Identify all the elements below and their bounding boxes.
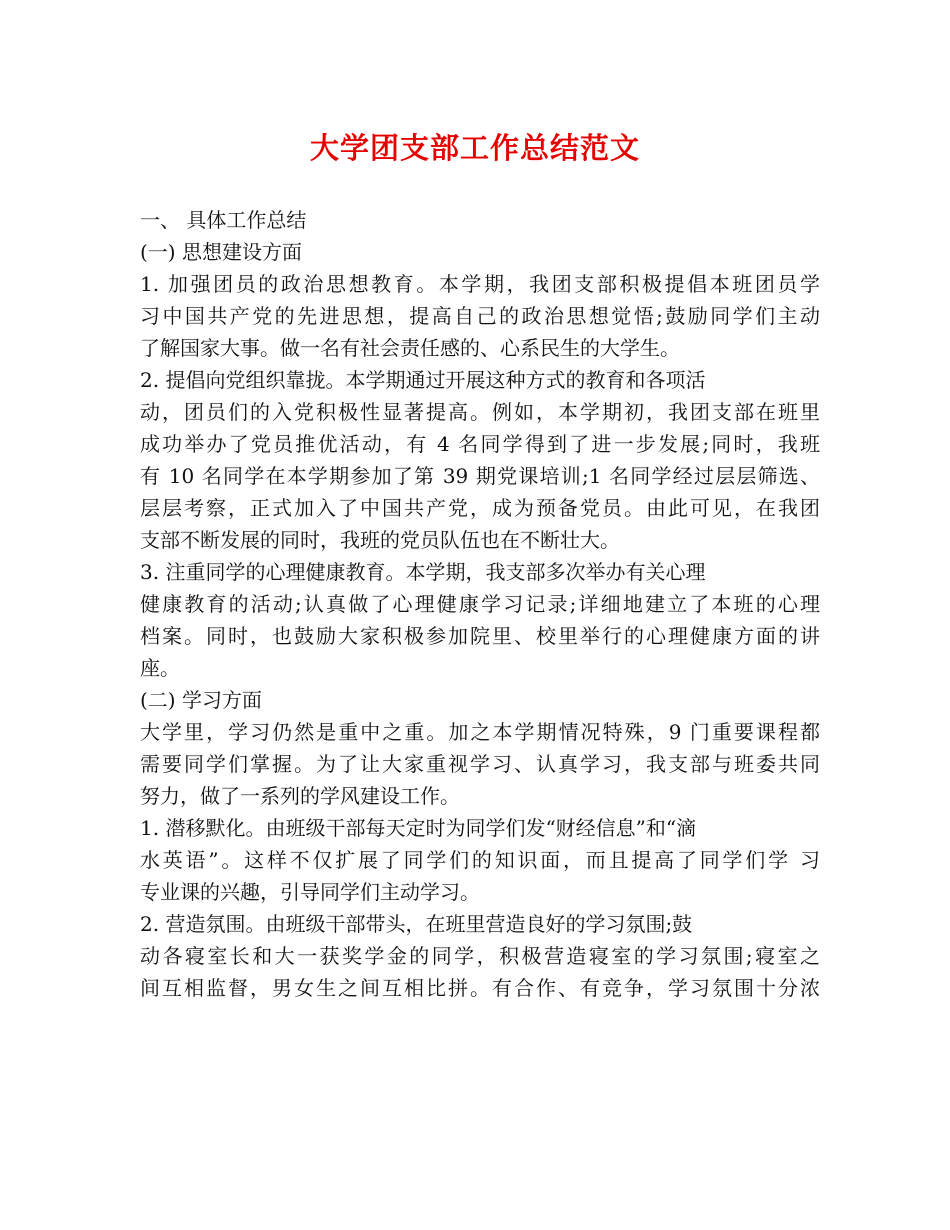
- section-heading: 一、 具体工作总结: [140, 208, 307, 232]
- paragraph-line: 专业课的兴趣，引导同学们主动学习。: [140, 880, 480, 904]
- paragraph-line: 3. 注重同学的心理健康教育。本学期，我支部多次举办有关心理: [140, 560, 706, 584]
- paragraph-line: 支部不断发展的同时，我班的党员队伍也在不断壮大。: [140, 528, 620, 552]
- paragraph-line: 1. 加强团员的政治思想教育。本学期，我团支部积极提倡本班团员学: [140, 272, 820, 296]
- paragraph-line: 2. 营造氛围。由班级干部带头，在班里营造良好的学习氛围;鼓: [140, 912, 693, 936]
- paragraph-line: 档案。同时，也鼓励大家积极参加院里、校里举行的心理健康方面的讲: [140, 624, 820, 648]
- paragraph-line: 2. 提倡向党组织靠拢。本学期通过开展这种方式的教育和各项活: [140, 368, 706, 392]
- paragraph-line: 层层考察，正式加入了中国共产党，成为预备党员。由此可见，在我团: [140, 496, 820, 520]
- paragraph-line: 座。: [140, 656, 180, 680]
- subsection-heading: (二) 学习方面: [140, 688, 262, 712]
- paragraph-line: 努力，做了一系列的学风建设工作。: [140, 784, 460, 808]
- paragraph-line: 动各寝室长和大一获奖学金的同学，积极营造寝室的学习氛围;寝室之: [140, 944, 820, 968]
- subsection-heading: (一) 思想建设方面: [140, 240, 302, 264]
- document-title: 大学团支部工作总结范文: [309, 131, 640, 165]
- document-body: [140, 204, 820, 1004]
- paragraph-line: 大学里，学习仍然是重中之重。加之本学期情况特殊，9 门重要课程都: [140, 720, 820, 744]
- paragraph-line: 有 10 名同学在本学期参加了第 39 期党课培训;1 名同学经过层层筛选、: [140, 464, 820, 488]
- paragraph-line: 1. 潜移默化。由班级干部每天定时为同学们发“财经信息”和“滴: [140, 816, 697, 840]
- paragraph-line: 健康教育的活动;认真做了心理健康学习记录;详细地建立了本班的心理: [140, 592, 820, 616]
- paragraph-line: 需要同学们掌握。为了让大家重视学习、认真学习，我支部与班委共同: [140, 752, 820, 776]
- paragraph-line: 了解国家大事。做一名有社会责任感的、心系民生的大学生。: [140, 336, 680, 360]
- paragraph-line: 水英语”。这样不仅扩展了同学们的知识面，而且提高了同学们学 习: [140, 848, 820, 872]
- paragraph-line: 习中国共产党的先进思想，提高自己的政治思想觉悟;鼓励同学们主动: [140, 304, 820, 328]
- paragraph-line: 成功举办了党员推优活动，有 4 名同学得到了进一步发展;同时，我班: [140, 432, 820, 456]
- paragraph-line: 间互相监督，男女生之间互相比拼。有合作、有竞争，学习氛围十分浓: [140, 976, 820, 1000]
- paragraph-line: 动，团员们的入党积极性显著提高。例如，本学期初，我团支部在班里: [140, 400, 820, 424]
